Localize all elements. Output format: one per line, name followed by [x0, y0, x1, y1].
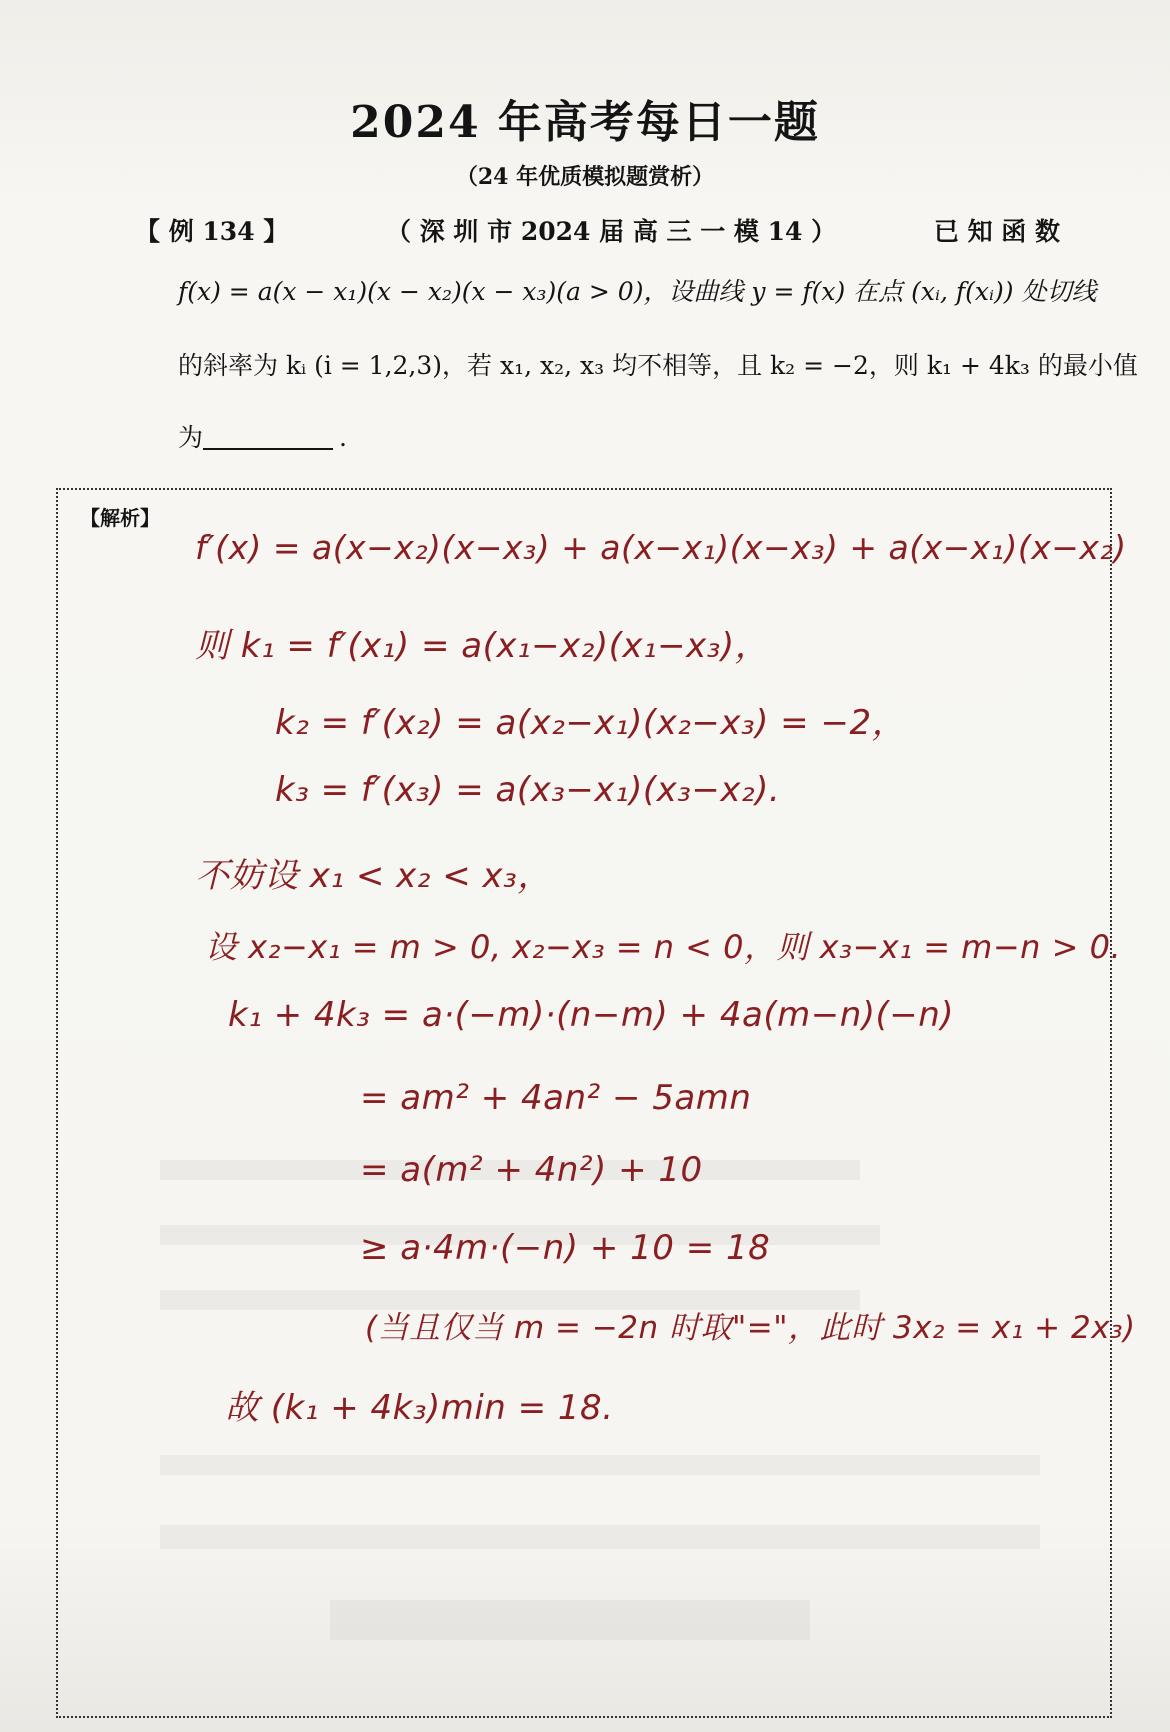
problem-header-line [135, 212, 1060, 248]
problem-line-4 [178, 418, 347, 454]
problem-line-3: 的斜率为 kᵢ (i = 1,2,3)，若 x₁, x₂, x₃ 均不相等，且 k₂ = −2，则 k₁ + 4k₃ 的最小值 [178, 351, 1138, 380]
problem-line-2: f(x) = a(x − x₁)(x − x₂)(x − x₃)(a > 0)，设曲线 y = f(x) 在点 (xᵢ, f(xᵢ)) 处切线 [178, 277, 1097, 306]
problem-source: （ 深 圳 市 2024 届 高 三 一 模 14 ） [386, 217, 837, 246]
answer-blank [203, 424, 333, 450]
bleed-through-line [160, 1455, 1040, 1475]
solution-line-2: 则 k₁ = f′(x₁) = a(x₁−x₂)(x₁−x₃)， [195, 626, 770, 666]
solution-line-5: 不妨设 x₁ < x₂ < x₃， [195, 856, 552, 896]
solution-line-12: 故 (k₁ + 4k₃)min = 18. [225, 1388, 614, 1428]
problem-lead: 已 知 函 数 [933, 217, 1060, 246]
solution-line-8: = am² + 4an² − 5amn [360, 1078, 752, 1118]
solution-line-10: ≥ a·4m·(−n) + 10 = 18 [360, 1228, 771, 1268]
bleed-through-line [160, 1525, 1040, 1549]
solution-line-4: k₃ = f′(x₃) = a(x₃−x₁)(x₃−x₂). [275, 770, 781, 810]
analysis-label: 【解析】 [80, 506, 160, 530]
solution-line-11: (当且仅当 m = −2n 时取"="，此时 3x₂ = x₁ + 2x₃) [365, 1310, 1136, 1346]
answer-suffix: . [339, 423, 347, 452]
solution-line-7: k₁ + 4k₃ = a·(−m)·(n−m) + 4a(m−n)(−n) [228, 995, 955, 1035]
answer-prefix: 为 [178, 423, 204, 452]
problem-label: 【 例 134 】 [135, 217, 289, 246]
solution-line-1: f′(x) = a(x−x₂)(x−x₃) + a(x−x₁)(x−x₃) + a(x−x₁)(x−x₂) [195, 528, 1127, 567]
page-title: 2024 年高考每日一题 [350, 97, 820, 148]
solution-line-9: = a(m² + 4n²) + 10 [360, 1150, 703, 1190]
solution-line-3: k₂ = f′(x₂) = a(x₂−x₁)(x₂−x₃) = −2， [275, 703, 907, 743]
page-subtitle: （24 年优质模拟题赏析） [455, 164, 715, 190]
solution-line-6: 设 x₂−x₁ = m > 0, x₂−x₃ = n < 0，则 x₃−x₁ = m−n > 0. [205, 928, 1122, 966]
bleed-through-title [330, 1600, 810, 1640]
